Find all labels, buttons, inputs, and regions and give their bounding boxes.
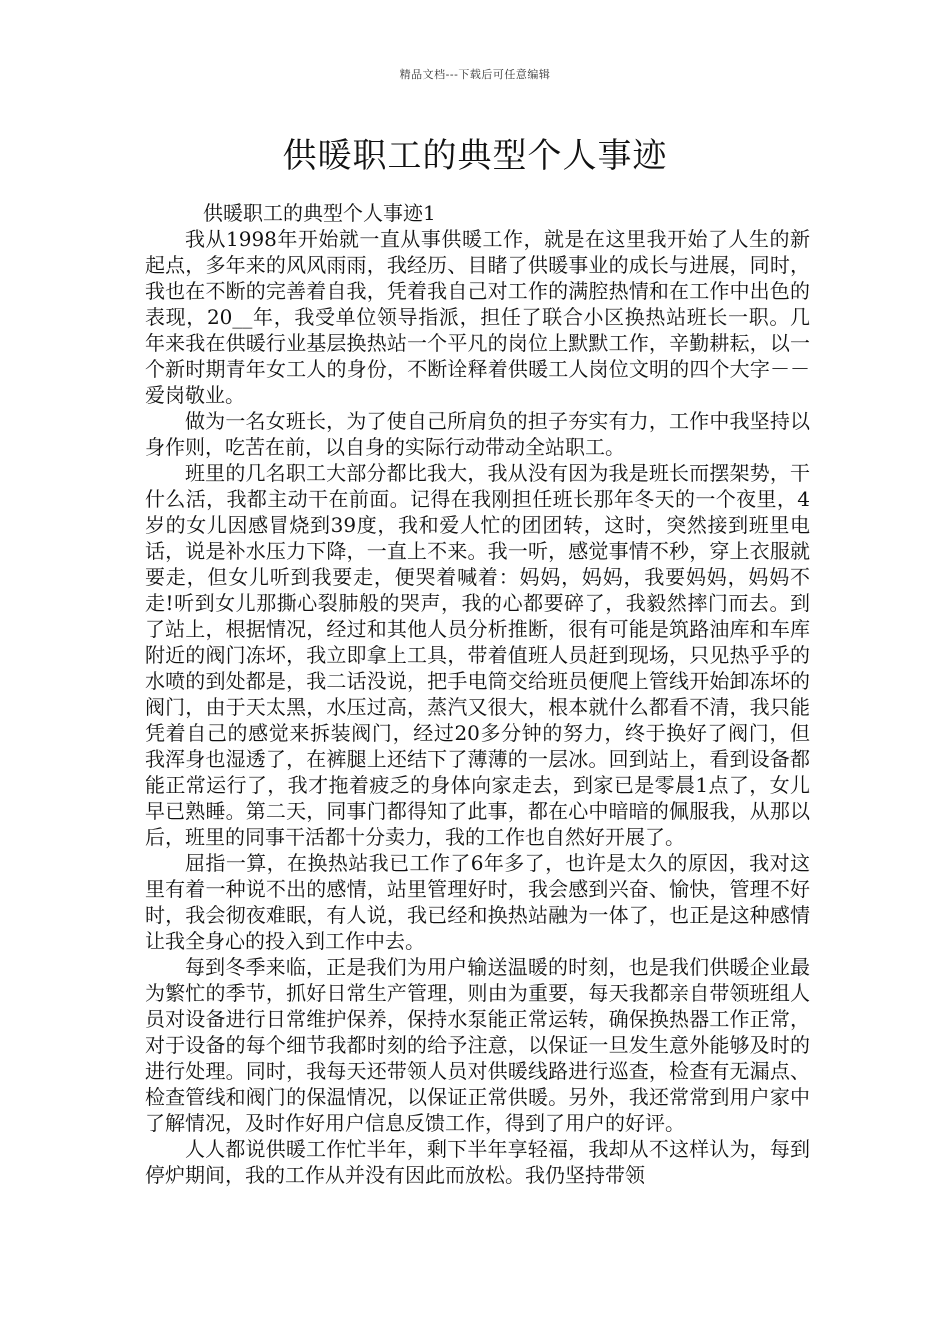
page-header-note: 精品文档---下载后可任意编辑 bbox=[399, 68, 551, 81]
paragraph-3: 班里的几名职工大部分都比我大，我从没有因为我是班长而摆架势，干什么活，我都主动干在前面。记得在我刚担任班长那年冬天的一个夜里，4岁的女儿因感冒烧到39度，我和爱人忙的团团转，这时，突然接到班里电话，说是补水压力下降，一直上不来。我一听，感觉事情不秒，穿上衣服就要走，但女儿听到我要走，便哭着喊着：妈妈，妈妈，我要妈妈，妈妈不走!听到女儿那撕心裂肺般的哭声，我的心都要碎了，我毅然摔门而去。到了站上，根据情况，经过和其他人员分析推断，很有可能是筑路油库和车库附近的阀门冻坏，我立即拿上工具，带着值班人员赶到现场，只见热乎乎的水喷的到处都是，我二话没说，把手电筒交给班员便爬上管线开始卸冻坏的阀门，由于天太黑，水压过高，蒸汽又很大，根本就什么都看不清，我只能凭着自己的感觉来拆装阀门，经过20多分钟的努力，终于换好了阀门，但我浑身也湿透了，在裤腿上还结下了薄薄的一层冰。回到站上，看到设备都能正常运行了，我才拖着疲乏的身体向家走去，到家已是零晨1点了，女儿早已熟睡。第二天，同事门都得知了此事，都在心中暗暗的佩服我，从那以后，班里的同事干活都十分卖力，我的工作也自然好开展了。 bbox=[145, 461, 810, 849]
paragraph-2: 做为一名女班长，为了使自己所肩负的担子夯实有力，工作中我坚持以身作则，吃苦在前，以自身的实际行动带动全站职工。 bbox=[145, 409, 810, 459]
document-body bbox=[145, 200, 810, 1188]
document-subtitle: 供暖职工的典型个人事迹1 bbox=[203, 201, 436, 225]
document-title: 供暖职工的典型个人事迹 bbox=[282, 136, 668, 176]
paragraph-1: 我从1998年开始就一直从事供暖工作，就是在这里我开始了人生的新起点，多年来的风风雨雨，我经历、目睹了供暖事业的成长与进展，同时，我也在不断的完善着自我，凭着我自己对工作的满腔热情和在工作中出色的表现，20__年，我受单位领导指派，担任了联合小区换热站班长一职。几年来我在供暖行业基层换热站一个平凡的岗位上默默工作，辛勤耕耘，以一个新时期青年女工人的身份，不断诠释着供暖工人岗位文明的四个大字－－爱岗敬业。 bbox=[145, 227, 810, 407]
paragraph-6: 人人都说供暖工作忙半年，剩下半年享轻福，我却从不这样认为，每到停炉期间，我的工作从并没有因此而放松。我仍坚持带领 bbox=[145, 1137, 810, 1187]
paragraph-5: 每到冬季来临，正是我们为用户输送温暖的时刻，也是我们供暖企业最为繁忙的季节，抓好日常生产管理，则由为重要，每天我都亲自带领班组人员对设备进行日常维护保养，保持水泵能正常运转，确保换热器工作正常，对于设备的每个细节我都时刻的给予注意，以保证一旦发生意外能够及时的进行处理。同时，我每天还带领人员对供暖线路进行巡查，检查有无漏点、检查管线和阀门的保温情况，以保证正常供暖。另外，我还常常到用户家中了解情况，及时作好用户信息反馈工作，得到了用户的好评。 bbox=[145, 955, 810, 1135]
paragraph-4: 屈指一算，在换热站我已工作了6年多了，也许是太久的原因，我对这里有着一种说不出的感情，站里管理好时，我会感到兴奋、愉快，管理不好时，我会彻夜难眠，有人说，我已经和换热站融为一体了，也正是这种感情让我全身心的投入到工作中去。 bbox=[145, 851, 810, 953]
